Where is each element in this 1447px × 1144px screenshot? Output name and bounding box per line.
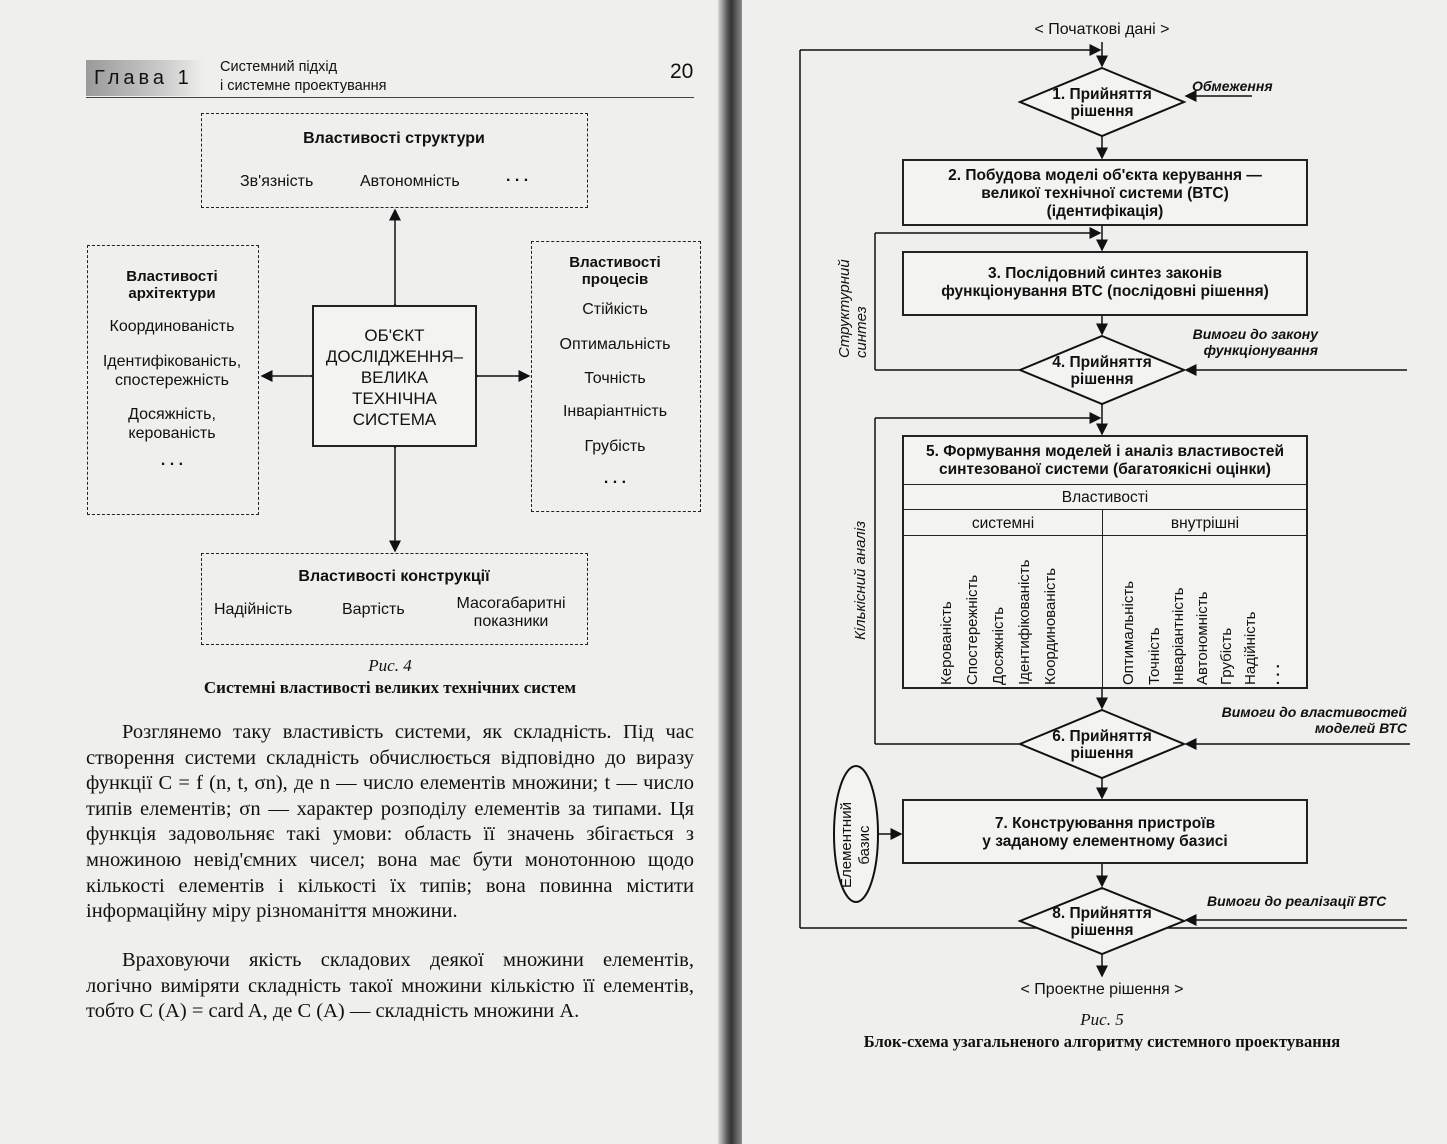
process-title-line1: Властивості (569, 254, 661, 271)
structural-synthesis-line1: Структурний (836, 259, 853, 358)
decision-6-line2: рішення (1070, 745, 1134, 762)
element-basis-line2: базис (856, 825, 873, 865)
law-requirements-line1: Вимоги до закону (1192, 326, 1318, 342)
optimality-label: Оптимальність (559, 336, 671, 353)
decision-1-line1: 1. Прийняття (1052, 86, 1152, 103)
prop-robustness: Грубість (1218, 627, 1235, 685)
step-2-line2: великої технічної системи (ВТС) (981, 185, 1229, 202)
prop-accuracy: Точність (1146, 627, 1163, 685)
prop-invariance: Інваріантність (1170, 587, 1187, 685)
structural-synthesis-line2: синтез (853, 306, 870, 358)
prop-observability: Спостережність (964, 574, 981, 685)
prop-controllability: Керованість (938, 601, 955, 685)
decision-1-line2: рішення (1070, 103, 1134, 120)
construction-title: Властивості конструкції (298, 568, 490, 585)
step-2-box (902, 159, 1308, 226)
architecture-title (88, 268, 256, 302)
reachability-line2: керованість (128, 425, 216, 442)
limits-input-label: Обмеження (1192, 78, 1273, 94)
law-requirements-label (1182, 326, 1318, 358)
properties-header: Властивості (1061, 489, 1149, 506)
paragraph-complexity: Розглянемо таку властивість системи, як складність. Під час створення системи складність обчислюється відповідно до виразу функції C = f (n, t, σn), де n — число елементів множини; t — число типів елементів; σn — характер розподілу елементів за типами. Ця функція задовольняє такі умови: область її значень збігається з множиною невід'ємних чисел; вона має бути монотонною щодо кількості елементів і кількості їх типів; вона повинна містити інформаційну міру різноманіття множини. (86, 721, 694, 923)
architecture-properties-box (87, 245, 259, 515)
prop-optimality: Оптимальність (1120, 580, 1137, 685)
step-7-box (902, 799, 1308, 864)
prop-reliability: Надійність (1242, 611, 1259, 685)
decision-4-line2: рішення (1070, 371, 1134, 388)
running-title-line1: Системний підхід (220, 59, 338, 75)
decision-8-line1: 8. Прийняття (1052, 905, 1152, 922)
decision-1-label (1032, 86, 1172, 120)
left-page (0, 0, 718, 1144)
construction-properties-box (201, 553, 588, 645)
paragraph-cardinality: Враховуючи якість складових деякої множини елементів, логічно виміряти складність такої множини кількістю її елементів, тобто C (A) = card A, де C (A) — складність множини A. (86, 949, 694, 1023)
law-requirements-line2: функціонування (1203, 342, 1318, 358)
system-column-header: системні (971, 515, 1035, 532)
step-5-line1: 5. Формування моделей і аналіз властивостей (925, 443, 1285, 460)
running-title-line2: і системне проектування (220, 78, 387, 94)
quantitative-analysis-label: Кількісний аналіз (852, 520, 869, 640)
architecture-ellipsis: . . . (160, 452, 184, 469)
mass-dimension-line1: Масогабаритні (456, 595, 566, 612)
reachability-line1: Досяжність, (128, 406, 216, 423)
robustness-label: Грубість (584, 438, 646, 455)
chapter-label: Глава 1 (94, 67, 193, 89)
prop-identifiability: Ідентифікованість (1016, 559, 1033, 685)
identifiability-line2: спостережність (115, 372, 229, 389)
step-3-box (902, 251, 1308, 316)
mass-dimension-label (446, 595, 576, 631)
research-object-text (314, 325, 475, 430)
research-object-box (312, 305, 477, 447)
step-5-rule-3 (904, 535, 1306, 536)
flowchart-figure-5 (742, 0, 1447, 1144)
coordination-label: Координованість (109, 318, 235, 335)
start-terminal: < Початкові дані > (1034, 21, 1170, 38)
identifiability-label (88, 352, 256, 390)
model-requirements-label (1162, 704, 1407, 736)
decision-8-label (1032, 905, 1172, 939)
implementation-requirements-label: Вимоги до реалізації ВТС (1207, 893, 1387, 909)
reachability-label (88, 405, 256, 443)
research-object-line3: ВЕЛИКА (360, 368, 429, 387)
prop-ellipsis: . . . (1266, 664, 1283, 685)
element-basis-line1: Елементний (838, 802, 855, 888)
reliability-label: Надійність (214, 601, 293, 618)
accuracy-label: Точність (584, 370, 646, 387)
prop-reachability: Досяжність (990, 606, 1007, 685)
research-object-line5: СИСТЕМА (352, 410, 437, 429)
process-ellipsis: . . . (603, 470, 627, 487)
step-7-line2: у заданому елементному базисі (982, 833, 1228, 850)
figure-5-number: Рис. 5 (1080, 1010, 1124, 1029)
mass-dimension-line2: показники (473, 613, 549, 630)
internal-column-header: внутрішні (1170, 515, 1240, 532)
structure-properties-box (201, 113, 588, 208)
research-object-line2: ДОСЛІДЖЕННЯ– (325, 347, 464, 366)
identifiability-line1: Ідентифікованість, (102, 353, 242, 370)
step-5-title (904, 443, 1306, 479)
model-requirements-line1: Вимоги до властивостей (1221, 704, 1407, 720)
architecture-title-line2: архітектури (128, 285, 216, 302)
invariance-label: Інваріантність (562, 403, 668, 420)
right-page (742, 0, 1447, 1144)
model-requirements-line2: моделей ВТС (1314, 720, 1407, 736)
structure-ellipsis: . . . (506, 168, 529, 185)
structure-title: Властивості структури (303, 130, 485, 147)
connectivity-label: Зв'язність (240, 173, 314, 190)
end-terminal: < Проектне рішення > (1020, 981, 1184, 998)
process-title-line2: процесів (581, 271, 649, 288)
research-object-line4: ТЕХНІЧНА (351, 389, 437, 408)
page-number: 20 (670, 60, 694, 83)
autonomy-label: Автономність (360, 173, 460, 190)
decision-8-line2: рішення (1070, 922, 1134, 939)
prop-coordination: Координованість (1042, 567, 1059, 685)
step-5-box (902, 435, 1308, 689)
step-3-line2: функціонування ВТС (послідовні рішення) (941, 283, 1269, 300)
step-2-line1: 2. Побудова моделі об'єкта керування — (948, 167, 1262, 184)
decision-6-label (1032, 728, 1172, 762)
figure-5-caption: Блок-схема узагальненого алгоритму системного проектування (863, 1032, 1341, 1051)
figure-4-caption: Системні властивості великих технічних систем (203, 678, 577, 697)
structural-synthesis-label (836, 259, 870, 358)
decision-4-label (1032, 354, 1172, 388)
architecture-title-line1: Властивості (126, 268, 218, 285)
step-5-rule-1 (904, 484, 1306, 485)
step-5-rule-2 (904, 509, 1306, 510)
process-properties-box (531, 241, 701, 512)
step-3-line1: 3. Послідовний синтез законів (987, 265, 1223, 282)
step-7-line1: 7. Конструювання пристроїв (994, 815, 1216, 832)
research-object-line1: ОБ'ЄКТ (364, 326, 425, 345)
decision-4-line1: 4. Прийняття (1052, 354, 1152, 371)
element-basis-label (838, 802, 874, 888)
prop-autonomy: Автономність (1194, 591, 1211, 685)
figure-4-number: Рис. 4 (368, 656, 412, 675)
cost-label: Вартість (342, 601, 405, 618)
step-2-line3: (ідентифікація) (1046, 203, 1164, 220)
process-title (532, 254, 698, 288)
stability-label: Стійкість (582, 301, 648, 318)
book-gutter (718, 0, 742, 1144)
step-5-line2: синтезованої системи (багатоякісні оцінки) (939, 461, 1271, 478)
decision-6-line1: 6. Прийняття (1052, 728, 1152, 745)
